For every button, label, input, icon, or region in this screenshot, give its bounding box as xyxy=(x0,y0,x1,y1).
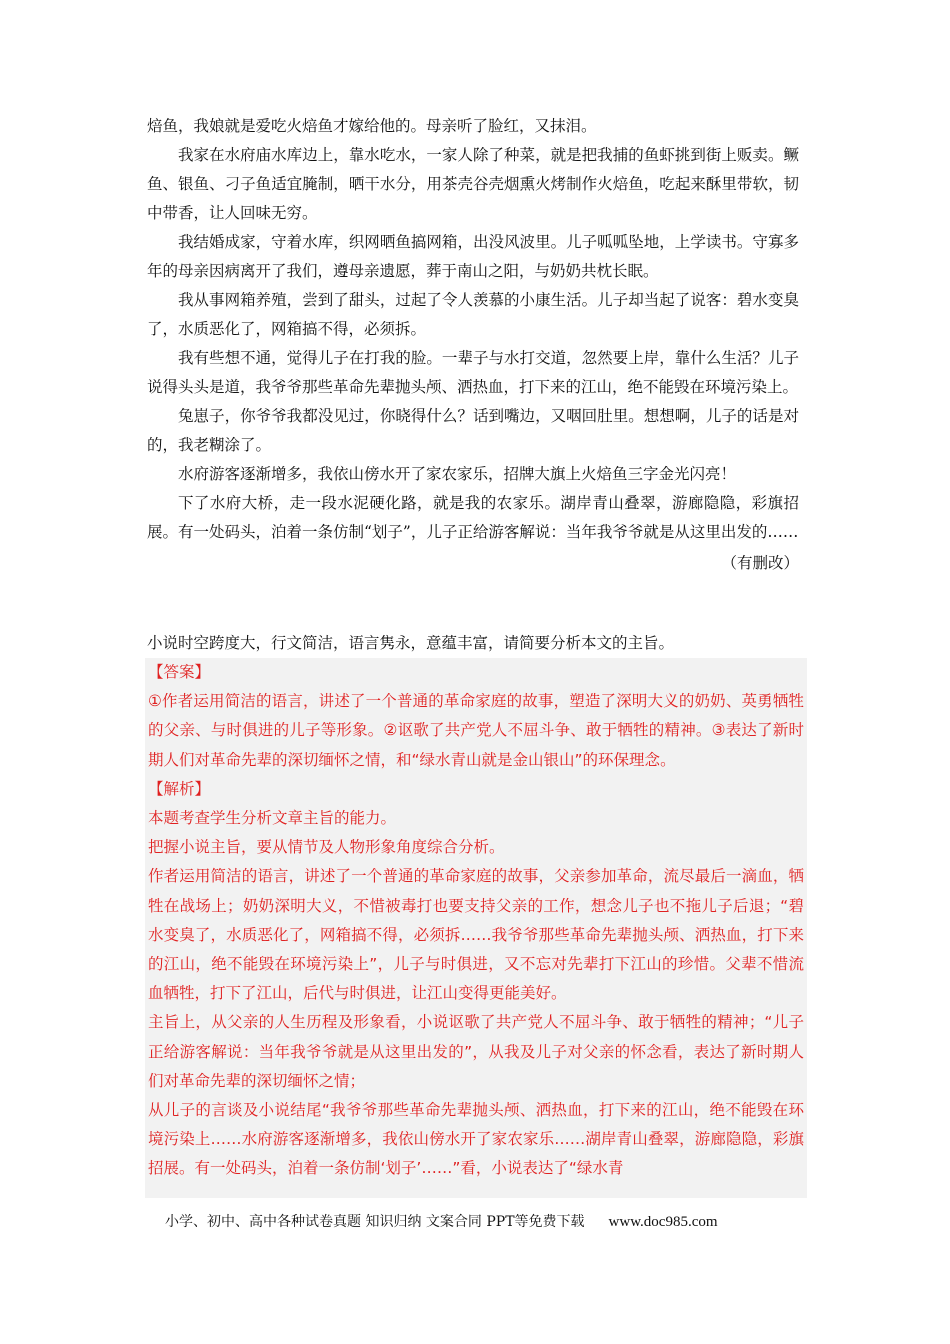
footer-text: 小学、初中、高中各种试卷真题 知识归纳 文案合同 PPT等免费下载 xyxy=(165,1214,585,1230)
story-paragraph: 兔崽子，你爷爷我都没见过，你晓得什么？话到嘴边，又咽回肚里。想想啊，儿子的话是对的，我老糊涂了。 xyxy=(147,407,799,454)
story-text xyxy=(147,112,799,578)
analysis-heading: 【解析】 xyxy=(148,779,211,798)
analysis-paragraph: 本题考查学生分析文章主旨的能力。 xyxy=(148,809,397,828)
story-paragraph: 我从事网箱养殖，尝到了甜头，过起了令人羡慕的小康生活。儿子却当起了说客：碧水变臭了，水质恶化了，网箱搞不得，必须拆。 xyxy=(147,291,799,338)
story-paragraph: 下了水府大桥，走一段水泥硬化路，就是我的农家乐。湖岸青山叠翠，游廊隐隐，彩旗招展。有一处码头，泊着一条仿制“划子”，儿子正给游客解说：当年我爷爷就是从这里出发的…… xyxy=(147,494,799,541)
answer-heading: 【答案】 xyxy=(148,663,211,681)
analysis-paragraph: 从儿子的言谈及小说结尾“我爷爷那些革命先辈抛头颅、洒热血，打下来的江山，绝不能毁在环境污染上……水府游客逐渐增多，我依山傍水开了家农家乐……湖岸青山叠翠，游廊隐隐，彩旗招展。有一处码头，泊着一条仿制‘划子’……”看，小说表达了“绿水青 xyxy=(148,1101,804,1178)
analysis-paragraph: 主旨上，从父亲的人生历程及形象看，小说讴歌了共产党人不屈斗争、敢于牺牲的精神；“儿子正给游客解说：当年我爷爷就是从这里出发的”，从我及儿子对父亲的怀念看，表达了新时期人们对革命先辈的深切缅怀之情； xyxy=(148,1013,804,1090)
story-paragraph: 焙鱼，我娘就是爱吃火焙鱼才嫁给他的。母亲听了脸红，又抹泪。 xyxy=(147,117,597,135)
analysis-paragraph: 作者运用简洁的语言，讲述了一个普通的革命家庭的故事，父亲参加革命，流尽最后一滴血，牺牲在战场上；奶奶深明大义，不惜被毒打也要支持父亲的工作，想念儿子也不拖儿子后退；“碧水变臭了，水质恶化了，网箱搞不得，必须拆……我爷爷那些革命先辈抛头颅、洒热血，打下来的江山，绝不能毁在环境污染上”，儿子与时俱进，又不忘对先辈打下江山的珍惜。父辈不惜流血牺牲，打下了江山，后代与时俱进，让江山变得更能美好。 xyxy=(148,867,804,1003)
answer-section xyxy=(145,658,807,1198)
story-paragraph: 我家在水府庙水库边上，靠水吃水，一家人除了种菜，就是把我捕的鱼虾挑到街上贩卖。鳜鱼、银鱼、刁子鱼适宜腌制，晒干水分，用茶壳谷壳烟熏火烤制作火焙鱼，吃起来酥里带软，韧中带香，让人回味无穷。 xyxy=(147,146,799,222)
answer-text: ①作者运用简洁的语言，讲述了一个普通的革命家庭的故事，塑造了深明大义的奶奶、英勇牺牲的父亲、与时俱进的儿子等形象。②讴歌了共产党人不屈斗争、敢于牺牲的精神。③表达了新时期人们对革命先辈的深切缅怀之情，和“绿水青山就是金山银山”的环保理念。 xyxy=(148,692,804,769)
analysis-paragraph: 把握小说主旨，要从情节及人物形象角度综合分析。 xyxy=(148,838,505,857)
story-paragraph: 我结婚成家，守着水库，织网晒鱼搞网箱，出没风波里。儿子呱呱坠地，上学读书。守寡多年的母亲因病离开了我们，遵母亲遗愿，葬于南山之阳，与奶奶共枕长眠。 xyxy=(147,233,799,280)
question-text: 小说时空跨度大，行文简洁，语言隽永，意蕴丰富，请简要分析本文的主旨。 xyxy=(147,634,675,652)
story-paragraph: 我有些想不通，觉得儿子在打我的脸。一辈子与水打交道，忽然要上岸，靠什么生活？儿子说得头头是道，我爷爷那些革命先辈抛头颅、洒热血，打下来的江山，绝不能毁在环境污染上。 xyxy=(147,349,799,396)
story-paragraph: 水府游客逐渐增多，我依山傍水开了家农家乐，招牌大旗上火焙鱼三字金光闪亮！ xyxy=(178,465,737,483)
source-credit: （有删改） xyxy=(721,554,799,572)
page-footer xyxy=(165,1211,805,1231)
footer-url[interactable]: www.doc985.com xyxy=(608,1214,718,1230)
